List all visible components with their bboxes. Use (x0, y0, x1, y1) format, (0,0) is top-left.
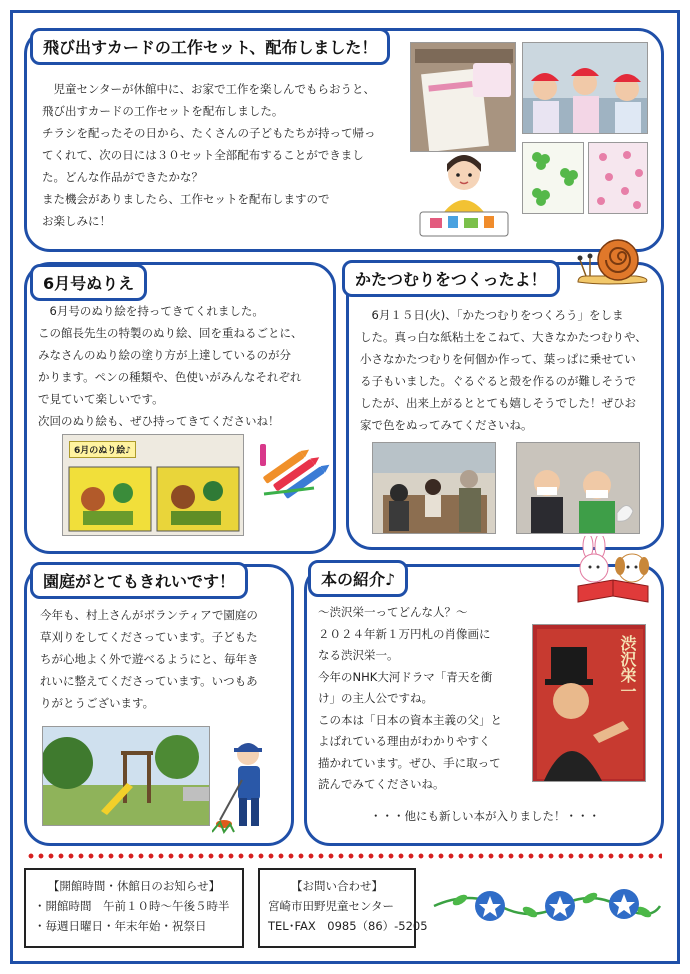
card-craft-text: 児童センターが休館中に、お家で工作を楽しんでもらおうと、 飛び出すカードの工作セットを配布しました。 チラシを配ったその日から、たくさんの子どもたちが持って帰っ てくれて、次の日には３０セット全部配布することができまし た。どんな作品ができたかな？ また機会がありましたら、工作セットを配布しますので お楽しみに！ (42, 82, 376, 228)
contact-tel: TEL･FAX 0985（86）-5205 (268, 919, 428, 933)
book-cover-photo (532, 624, 646, 782)
book-cover-title: 渋沢栄一 (618, 635, 637, 699)
hours-line-closed: ・毎週日曜日・年末年始・祝祭日 (34, 919, 207, 933)
snail-kids-photo (516, 442, 640, 534)
nurie-title: 6月号ぬりえ (30, 264, 147, 301)
book-footer: ・・・他にも新しい本が入りました！・・・ (370, 809, 600, 823)
card-craft-title: 飛び出すカードの工作セット、配布しました！ (30, 28, 390, 65)
snail-text: 6月１５日(火)、「かたつむりをつくろう」をしま した。真っ白な紙粘土をこねて、大きなかたつむりや、 小さなかたつむりを何個か作って、葉っぱに乗せてい る子もいました。ぐるぐると殻を作るのが難しそうで したが、出来上がるととても嬉しそうでした！ぜひお 家で色をぬってみてくださいね。 (360, 308, 647, 432)
hours-box (24, 868, 244, 948)
flower-card-photo (588, 142, 648, 214)
children-photo (522, 42, 648, 134)
crayons-icon (258, 440, 330, 500)
book-text: ～渋沢栄一ってどんな人？～ ２０２４年新１万円札の肖像画に なる渋沢栄一。 今年のNHK大河ドラマ「青天を衝 け」の主人公ですね。 この本は「日本の資本主義の父」と よばれている理由がわかりやすく 描かれています。ぜひ、手に取って 読んでみてくださいね。 (318, 605, 502, 791)
contact-title: 【お問い合わせ】 (291, 879, 383, 893)
clover-card-photo (522, 142, 584, 214)
rabbit-dog-reading-icon (570, 536, 656, 606)
contact-box (258, 868, 428, 948)
book-title: 本の紹介♪ (308, 560, 408, 597)
contact-name: 宮崎市田野児童センター (268, 899, 395, 913)
garden-title: 園庭がとてもきれいです！ (30, 562, 248, 599)
hours-title: 【開館時間・休館日のお知らせ】 (47, 879, 221, 893)
snail-title: かたつむりをつくったよ！ (342, 260, 560, 297)
nurie-board-photo (62, 434, 244, 536)
nurie-board-label: 6月のぬり絵♪ (69, 441, 136, 458)
snail-icon (576, 236, 652, 288)
nurie-text: 6月号のぬり絵を持ってきてくれました。 この館長先生の特製のぬり絵、回を重ねるごとに、 みなさんのぬり絵の塗り方が上達しているのが分 かります。ペンの種類や、色使いがみんなそれぞれ で見ていて楽しいです。 次回のぬり絵も、ぜひ持ってきてくださいね！ (38, 304, 303, 428)
morning-glory-icon (430, 880, 664, 930)
garden-text: 今年も、村上さんがボランティアで園庭の 草刈りをしてくださっています。子どもた ちが心地よく外で遊べるようにと、毎年き れいに整えてくださっています。いつもあ りがとうございます。 (40, 608, 259, 710)
man-mowing-icon (212, 736, 278, 836)
craft-kit-photo (410, 42, 516, 152)
dotted-separator (26, 853, 662, 859)
hours-line-open: ・開館時間 午前１０時～午後５時半 (34, 899, 230, 913)
playground-photo (42, 726, 210, 826)
girl-crafting-icon (414, 150, 514, 242)
snail-class-photo (372, 442, 496, 534)
